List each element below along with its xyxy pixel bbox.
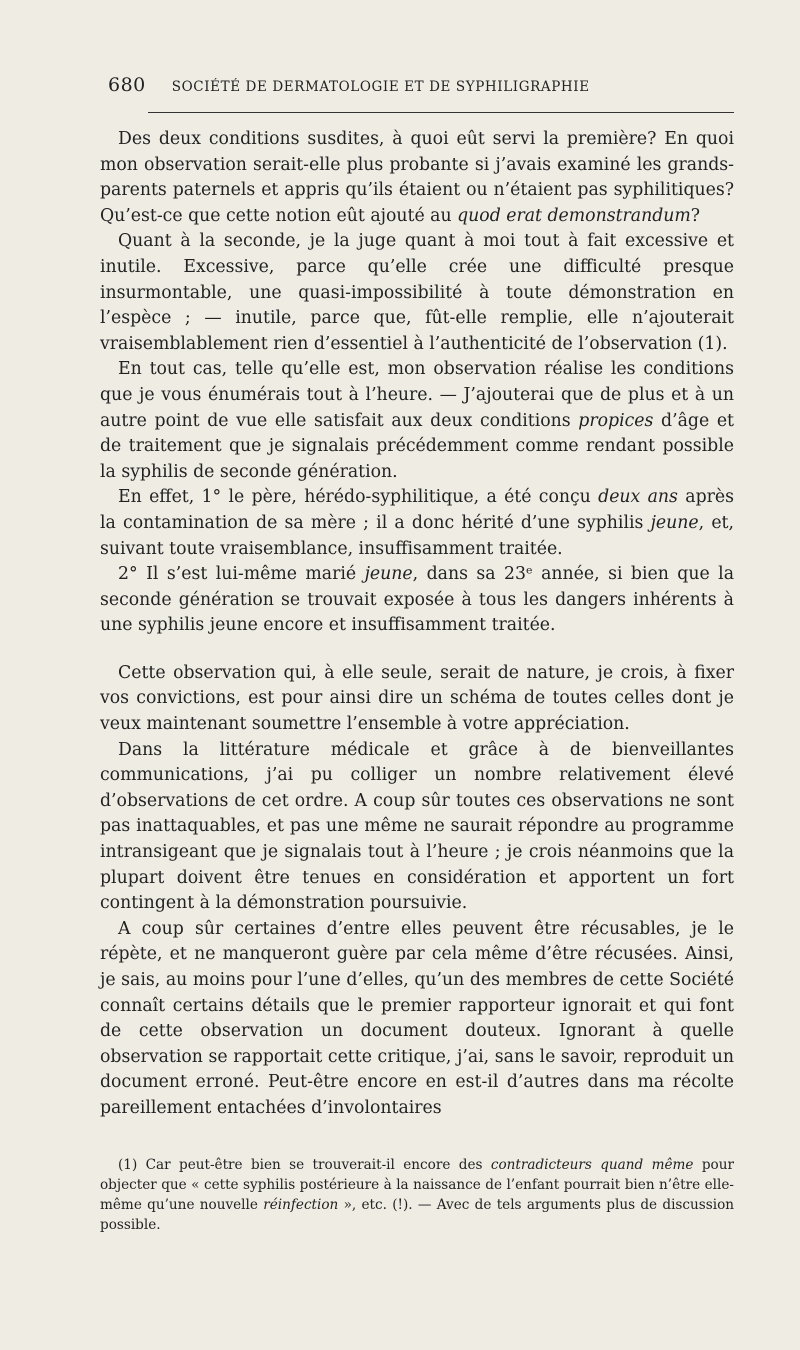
footnote-text: [100, 1155, 734, 1235]
text-run: Des deux conditions susdites, à quoi eût servi la première? En quoi mon observation serait-elle plus probante si j’avais examiné les grands-parents paternels et appris qu’ils étaient ou n’étaient pas syphilitiques? Qu’est-ce que cette notion eût ajouté au: [100, 129, 734, 226]
text-run: A coup sûr certaines d’entre elles peuvent être récusables, je le répète, et ne manqueront guère par cela même d’être récusées. Ainsi, je sais, au moins pour l’une d’elles, qu’un des membres de cette Société connaît certains détails que le premier rapporteur ignorait et qui font de cette observation un document douteux. Ignorant à quelle observation se rapportait cette critique, j’ai, sans le savoir, reproduit un document erroné. Peut-être encore en est-il d’autres dans ma récolte pareillement entachées d’involontaires: [100, 918, 734, 1118]
paragraph: [100, 917, 734, 1122]
text-run: Quant à la seconde, je la juge quant à moi tout à fait excessive et inutile. Excessive, parce qu’elle crée une difficulté presque insurmontable, une quasi-impossibilité à toute démonstration en l’espèce ; — inutile, parce que, fût-elle remplie, elle n’ajouterait vraisemblablement rien d’essentiel à l’authenticité de l’observation (1).: [100, 231, 734, 354]
text-run: , dans sa 23ᵉ année, si bien que la seconde génération se trouvait exposée à tous les dangers inhérents à une syphilis jeune encore et insuffisamment traitée.: [100, 564, 734, 636]
text-run: 2° Il s’est lui-même marié: [118, 564, 365, 585]
text-run: , et, suivant toute vraisemblance, insuffisamment traitée.: [100, 512, 734, 559]
italic-text: jeune: [364, 564, 413, 585]
paragraph: [100, 229, 734, 357]
running-title: SOCIÉTÉ DE DERMATOLOGIE ET DE SYPHILIGRAPHIE: [171, 79, 590, 95]
text-run: (1) Car peut-être bien se trouverait-il encore des: [118, 1157, 491, 1173]
text-run: ?: [690, 205, 701, 226]
italic-text: contradicteurs quand même: [490, 1157, 694, 1173]
paragraph: [100, 357, 734, 485]
italic-text: quod erat demonstrandum: [457, 205, 691, 226]
text-run: Dans la littérature médicale et grâce à de bienveillantes communications, j’ai pu colliger un nombre relativement élevé d’observations de cet ordre. A coup sûr toutes ces observations ne sont pas inattaquables, et pas une même ne saurait répondre au programme intransigeant que je signalais tout à l’heure ; je crois néanmoins que la plupart doivent être tenues en considération et apportent un fort contingent à la démonstration poursuivie.: [100, 739, 734, 914]
italic-text: deux ans: [598, 487, 678, 508]
italic-text: jeune: [650, 512, 699, 533]
text-run: En effet, 1° le père, hérédo-syphilitique, a été conçu: [118, 487, 599, 508]
header-rule: [148, 112, 734, 113]
text-run: En tout cas, telle qu’elle est, mon observation réalise les conditions que je vous énumérais tout à l’heure. — J’ajouterai que de plus et à un autre point de vue elle satisfait aux deux conditions: [100, 359, 734, 431]
text-run: », etc. (!). — Avec de tels arguments plus de discussion possible.: [100, 1197, 735, 1233]
italic-text: propices: [578, 410, 654, 431]
text-run: Cette observation qui, à elle seule, serait de nature, je crois, à fixer vos convictions, est pour ainsi dire un schéma de toutes celles dont je veux maintenant soumettre l’ensemble à votre appréciation.: [100, 662, 734, 735]
page-number: 680: [108, 74, 146, 96]
paragraph: [100, 661, 734, 738]
text-run: après la contamination de sa mère ; il a donc hérité d’une syphilis: [100, 487, 734, 533]
italic-text: réinfection: [263, 1197, 339, 1213]
text-run: pour objecter que « cette syphilis postérieure à la naissance de l’enfant pourrait bien n’être elle-même qu’une nouvelle: [100, 1157, 734, 1213]
paragraph: [100, 127, 734, 229]
footnote: [100, 1155, 734, 1235]
main-text: [100, 127, 734, 1122]
page-header: [108, 74, 736, 104]
paragraph: [100, 562, 734, 639]
text-run: d’âge et de traitement que je signalais précédemment comme rendant possible la syphilis de seconde génération.: [100, 410, 734, 482]
paragraph: [100, 485, 734, 562]
paragraph: [100, 738, 734, 917]
